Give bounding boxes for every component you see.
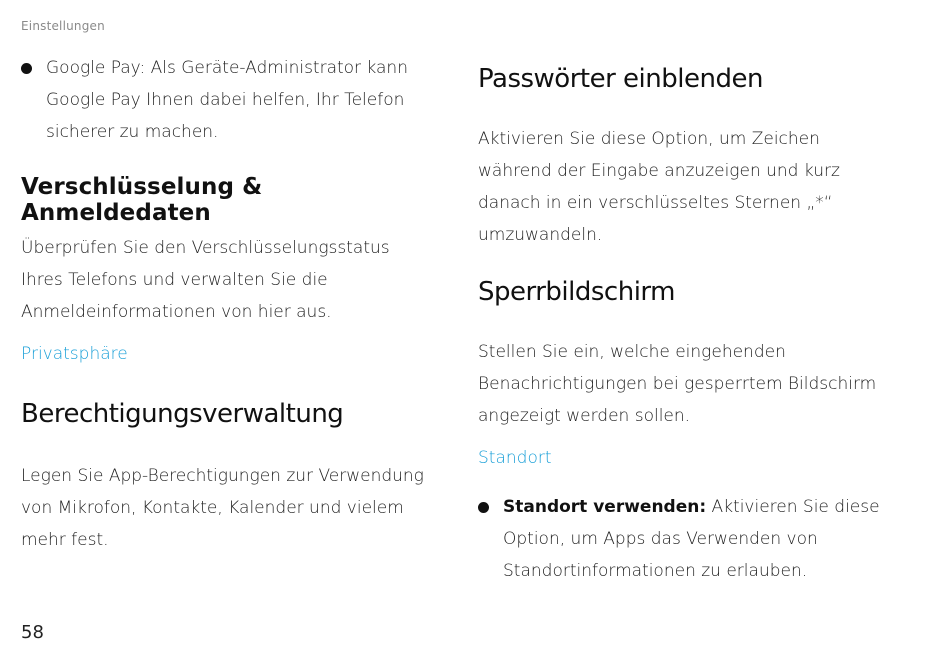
bullet-location-label: Standort verwenden: [503,497,707,517]
bullet-location-text [503,491,888,587]
page-header: Einstellungen [21,19,105,33]
paragraph-lockscreen: Stellen Sie ein, welche eingehenden Benachrichtigungen bei gesperrtem Bildschirm angezeigt werden sollen. [478,342,877,426]
link-privacy[interactable]: Privatsphäre [21,344,128,364]
bullet-location-description: Aktivieren Sie diese Option, um Apps das Verwenden von Standortinformationen zu erlauben. [503,497,880,581]
page-number: 58 [21,622,44,643]
bullet-dot-icon [21,63,32,74]
bullet-dot-icon [478,502,489,513]
heading-permissions: Berechtigungsverwaltung [21,399,344,429]
link-location[interactable]: Standort [478,448,552,468]
bullet-location [478,491,888,587]
paragraph-passwords: Aktivieren Sie diese Option, um Zeichen während der Eingabe anzuzeigen und kurz danach in ein verschlüsseltes Sternen „*“ umzuwandeln. [478,129,840,245]
paragraph-permissions: Legen Sie App-Berechtigungen zur Verwendung von Mikrofon, Kontakte, Kalender und vielem mehr fest. [21,466,424,550]
bullet-google-pay [21,52,451,148]
heading-lockscreen: Sperrbildschirm [478,277,675,307]
heading-passwords: Passwörter einblenden [478,64,763,94]
paragraph-encryption: Überprüfen Sie den Verschlüsselungsstatus Ihres Telefons und verwalten Sie die Anmeldeinformationen von hier aus. [21,238,390,322]
heading-encryption: Verschlüsselung & Anmeldedaten [21,174,263,226]
bullet-google-pay-text: Google Pay: Als Geräte-Administrator kann Google Pay Ihnen dabei helfen, Ihr Telefon sicherer zu machen. [46,58,408,142]
